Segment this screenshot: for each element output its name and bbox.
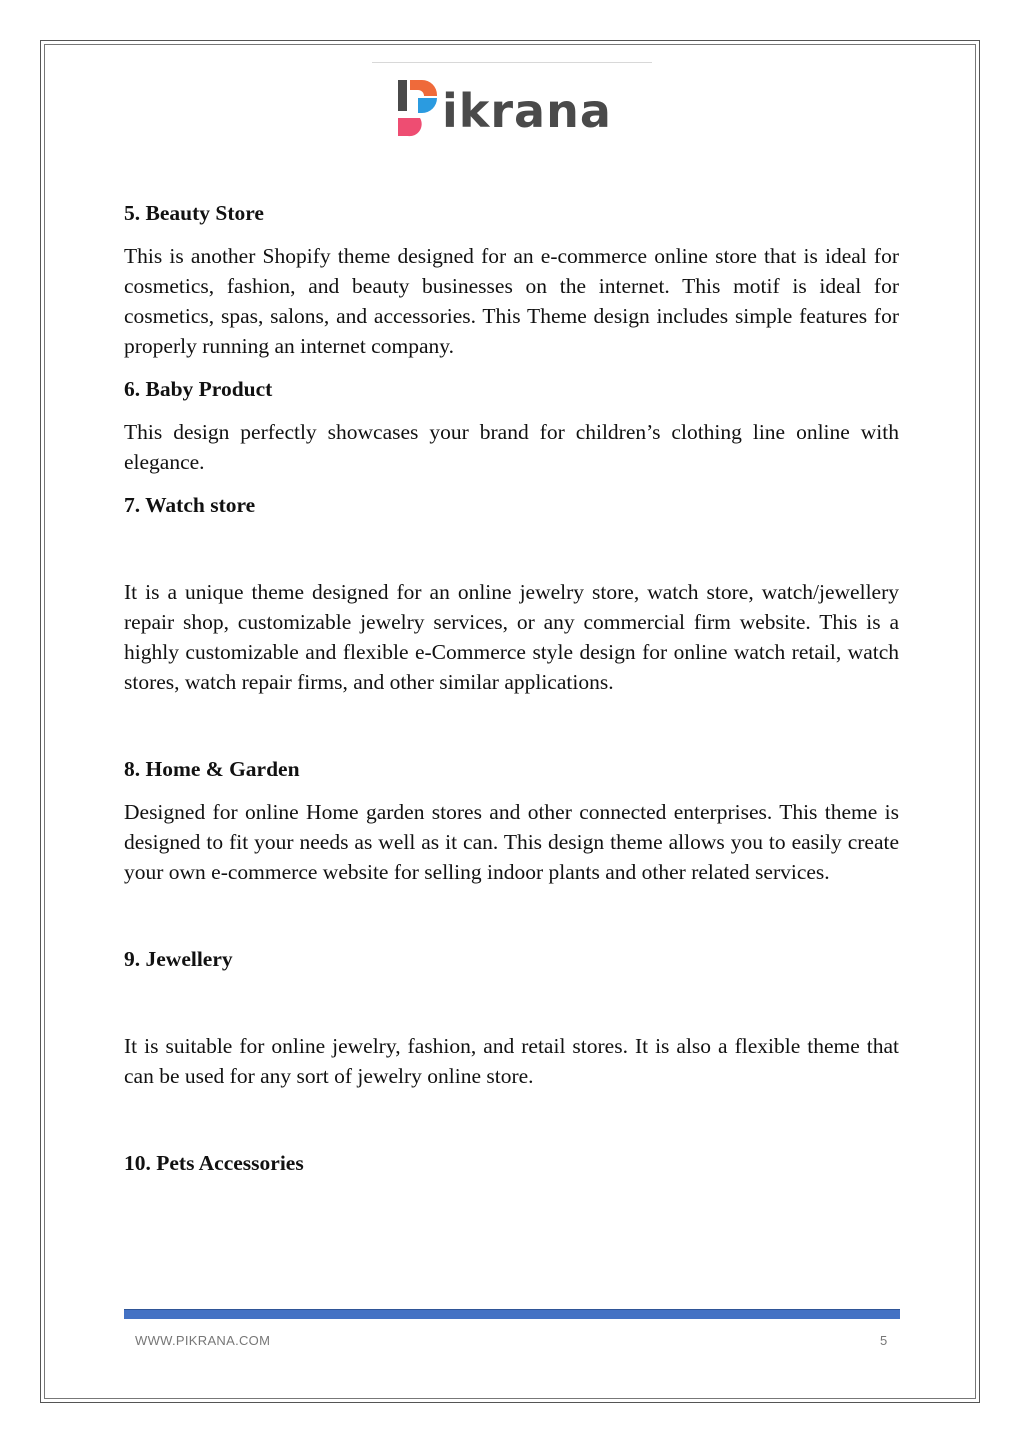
section-heading: 5. Beauty Store (124, 201, 264, 225)
logo-wordmark: ikrana (442, 84, 612, 138)
section-paragraph: This is another Shopify theme designed for an e-commerce online store that is ideal for cosmetics, fashion, and beauty businesses on the internet. This motif is ideal for cosmetics, spas, salons, and accessories. This Theme design includes simple features for properly running an internet company. (124, 244, 899, 358)
document-body (124, 198, 899, 1178)
section-heading: 10. Pets Accessories (124, 1151, 304, 1175)
section-heading: 9. Jewellery (124, 947, 233, 971)
section-paragraph: This design perfectly showcases your brand for children’s clothing line online with elegance. (124, 420, 899, 474)
footer-website: WWW.PIKRANA.COM (135, 1333, 271, 1348)
section-paragraph: Designed for online Home garden stores and other connected enterprises. This theme is designed to fit your needs as well as it can. This design theme allows you to easily create your own e-commerce website for selling indoor plants and other related services. (124, 800, 899, 884)
section-heading: 7. Watch store (124, 493, 256, 517)
section-heading: 8. Home & Garden (124, 757, 300, 781)
footer-rule (124, 1309, 900, 1319)
header-rule (372, 62, 652, 63)
section-paragraph: It is a unique theme designed for an online jewelry store, watch store, watch/jewellery repair shop, customizable jewelry services, or any commercial firm website. This is a highly customizable and flexible e-Commerce style design for online watch retail, watch stores, watch repair firms, and other similar applications. (124, 580, 899, 694)
section-heading: 6. Baby Product (124, 377, 273, 401)
page-number: 5 (880, 1333, 888, 1348)
section-paragraph: It is suitable for online jewelry, fashion, and retail stores. It is also a flexible theme that can be used for any sort of jewelry online store. (124, 1034, 899, 1088)
pikrana-logo (396, 74, 612, 144)
pikrana-logo-icon (396, 76, 444, 142)
